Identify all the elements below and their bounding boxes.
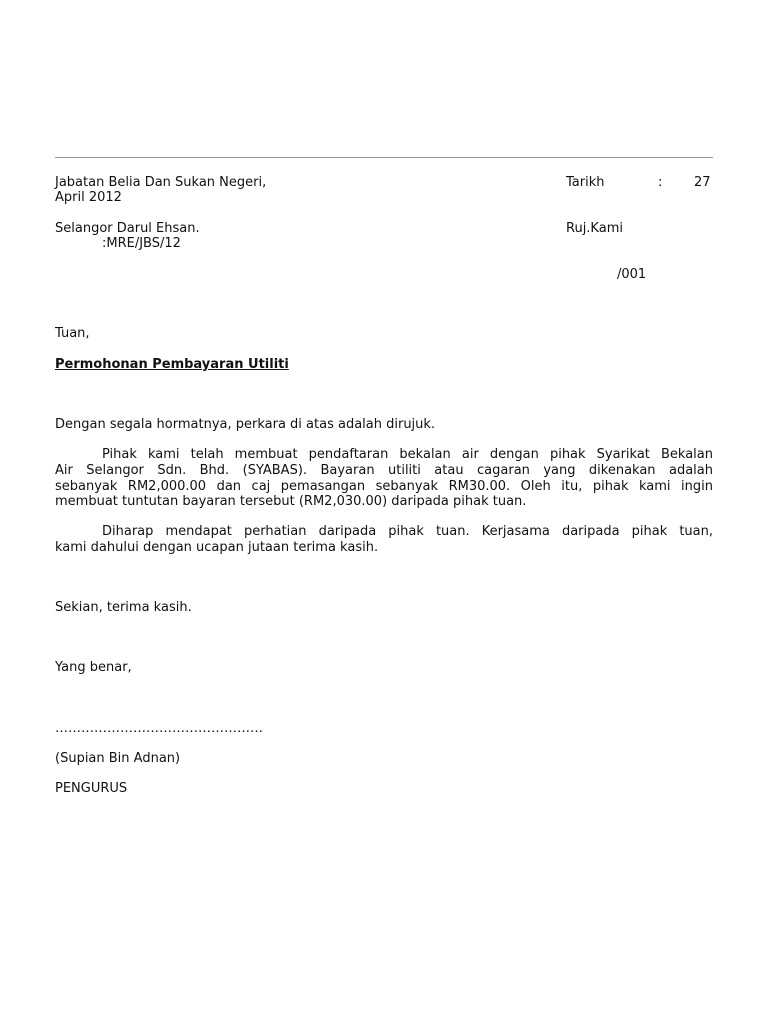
date-label: Tarikh (566, 175, 605, 190)
header-divider (55, 157, 713, 158)
signatory-name: (Supian Bin Adnan) (55, 751, 181, 766)
intro-paragraph: Dengan segala hormatnya, perkara di atas adalah dirujuk. (55, 417, 436, 432)
paragraph-2-line-2: kami dahului dengan ucapan jutaan terima kasih. (55, 540, 379, 555)
date-day: 27 (694, 175, 711, 190)
address-line-1: Jabatan Belia Dan Sukan Negeri, (55, 175, 267, 190)
closing-yours: Yang benar, (55, 660, 132, 675)
address-line-2: Selangor Darul Ehsan. (55, 221, 200, 236)
salutation: Tuan, (55, 326, 90, 341)
date-month-year: April 2012 (55, 190, 122, 205)
subject-title: Permohonan Pembayaran Utiliti (55, 357, 289, 372)
paragraph-1-line-3: sebanyak RM2,000.00 dan caj pemasangan sebanyak RM30.00. Oleh itu, pihak kami ingin (55, 479, 713, 494)
signature-line: ………………………………………… (55, 721, 263, 736)
paragraph-2-line-1: Diharap mendapat perhatian daripada pihak tuan. Kerjasama daripada pihak tuan, (102, 524, 713, 539)
paragraph-1-line-1: Pihak kami telah membuat pendaftaran bekalan air dengan pihak Syarikat Bekalan (102, 447, 713, 462)
closing-thanks: Sekian, terima kasih. (55, 600, 192, 615)
signatory-position: PENGURUS (55, 781, 128, 796)
date-colon: : (658, 175, 663, 190)
paragraph-1-line-4: membuat tuntutan bayaran tersebut (RM2,030.00) daripada pihak tuan. (55, 494, 527, 509)
reference-suffix: /001 (617, 267, 647, 282)
paragraph-1-line-2: Air Selangor Sdn. Bhd. (SYABAS). Bayaran utiliti atau cagaran yang dikenakan adalah (55, 463, 713, 478)
reference-label: Ruj.Kami (566, 221, 623, 236)
reference-code: :MRE/JBS/12 (102, 236, 181, 251)
